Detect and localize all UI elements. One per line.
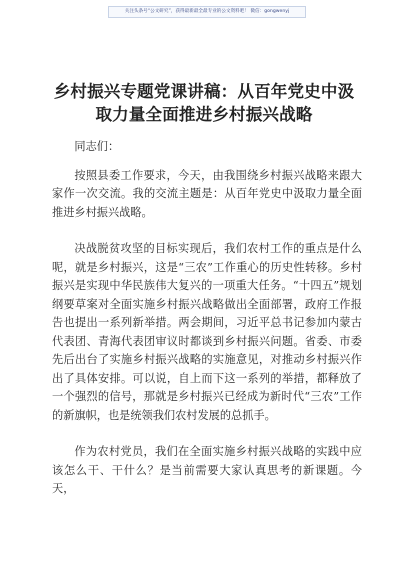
document-title: 乡村振兴专题党课讲稿：从百年党史中汲取力量全面推进乡村振兴战略 (53, 82, 355, 124)
banner-text: 关注头条号“公文研究”，获得最新最全最专业的公文资料吧！ 微信：gongwenyj (124, 9, 290, 14)
paragraph: 决战脱贫攻坚的目标实现后，我们农村工作的重点是什么呢，就是乡村振兴，这是“三农”工作重心的历史性转移。乡村振兴是实现中华民族伟大复兴的一项重大任务。“十四五”规划纲要草案对全面实施乡村振兴战略做出全面部署，政府工作报告也提出一系列新举措。两会期间，习近平总书记参加内蒙古代表团、青海代表团审议时都谈到乡村振兴问题。省委、市委先后出台了实施乡村振兴战略的实施意见，对推动乡村振兴作出了具体安排。可以说，自上而下这一系列的举措，都释放了一个强烈的信号，那就是乡村振兴已经成为新时代“三农”工作的新旗帜，也是统领我们农村发展的总抓手。 (52, 242, 362, 422)
header-banner (108, 6, 306, 18)
salutation: 同志们： (74, 140, 120, 153)
paragraph: 作为农村党员，我们在全面实施乡村振兴战略的实践中应该怎么干、干什么？是当前需要大家认真思考的新课题。今天， (52, 445, 362, 495)
document-body (52, 138, 362, 517)
paragraph: 按照县委工作要求，今天，由我围绕乡村振兴战略来跟大家作一次交流。我的交流主题是：从百年党史中汲取力量全面推进乡村振兴战略。 (52, 168, 362, 219)
